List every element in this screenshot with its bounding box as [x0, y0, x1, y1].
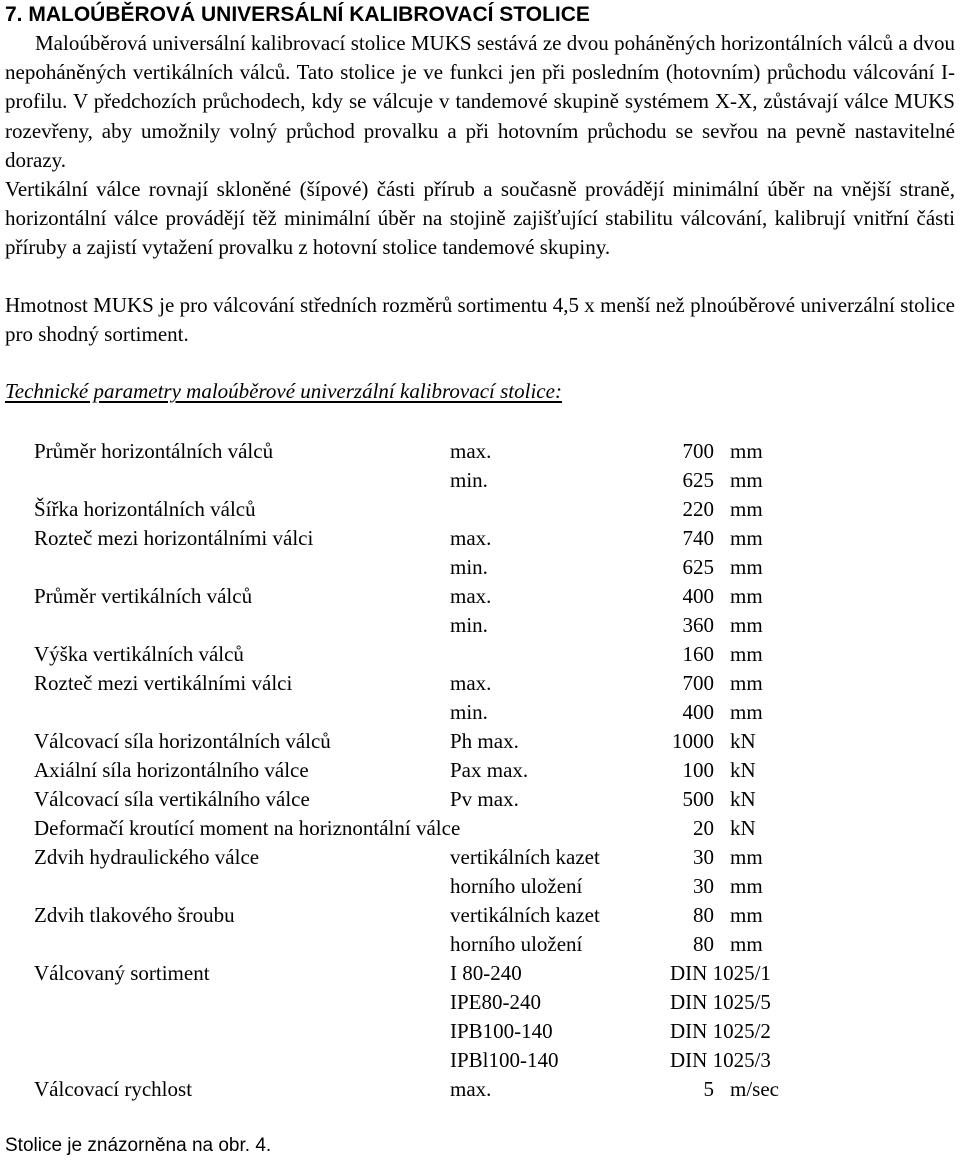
spec-row — [34, 872, 834, 901]
spec-label: Válcovací síla horizontálních válců — [34, 729, 331, 753]
spec-condition: Ph max. — [450, 729, 519, 753]
spec-condition: Pax max. — [450, 758, 529, 782]
spec-row — [34, 756, 834, 785]
spec-unit: mm — [730, 932, 763, 956]
spec-unit: mm — [730, 526, 763, 550]
spec-unit: mm — [730, 468, 763, 492]
section-heading: 7. MALOÚBĚROVÁ UNIVERSÁLNÍ KALIBROVACÍ STOLICE — [5, 3, 590, 26]
spec-condition: vertikálních kazet — [450, 845, 600, 869]
spec-label: Šířka horizontálních válců — [34, 497, 256, 521]
spec-row — [34, 901, 834, 930]
spec-condition: Pv max. — [450, 787, 519, 811]
spec-condition: min. — [450, 468, 488, 492]
spec-row — [34, 843, 834, 872]
spec-value: 500 — [682, 787, 714, 811]
spec-row — [34, 611, 834, 640]
spec-condition: IPBl100-140 — [450, 1048, 559, 1072]
spec-value: 30 — [693, 874, 714, 898]
spec-value: 20 — [693, 816, 714, 840]
spec-condition: min. — [450, 700, 488, 724]
spec-condition: min. — [450, 613, 488, 637]
spec-value: 400 — [682, 700, 714, 724]
spec-value: 360 — [682, 613, 714, 637]
spec-unit: mm — [730, 642, 763, 666]
spec-row — [34, 582, 834, 611]
spec-value: 1000 — [672, 729, 714, 753]
spec-value: 740 — [682, 526, 714, 550]
spec-unit: kN — [730, 816, 756, 840]
spec-label: Rozteč mezi horizontálními válci — [34, 526, 314, 550]
spec-row — [34, 959, 834, 988]
spec-unit: m/sec — [730, 1077, 779, 1101]
spec-standard: DIN 1025/3 — [670, 1048, 771, 1072]
spec-row — [34, 988, 834, 1017]
spec-unit: mm — [730, 555, 763, 579]
spec-condition: IPE80-240 — [450, 990, 541, 1014]
spec-row — [34, 524, 834, 553]
spec-label: Válcovaný sortiment — [34, 961, 210, 985]
spec-unit: mm — [730, 584, 763, 608]
spec-row — [34, 437, 834, 466]
spec-condition: max. — [450, 584, 492, 608]
paragraph-block-2 — [5, 175, 955, 263]
spec-row — [34, 1046, 834, 1075]
spec-unit: mm — [730, 497, 763, 521]
spec-value: 625 — [682, 555, 714, 579]
spec-standard: DIN 1025/1 — [670, 961, 771, 985]
spec-standard: DIN 1025/5 — [670, 990, 771, 1014]
spec-unit: mm — [730, 845, 763, 869]
spec-row — [34, 553, 834, 582]
spec-condition: min. — [450, 555, 488, 579]
spec-condition: horního uložení — [450, 874, 583, 898]
paragraph-2: Vertikální válce rovnají skloněné (šípové) části přírub a současně provádějí minimální úběr na vnější straně, horizontální válce provádějí těž minimální úběr na stojině zajišťující stabilitu válcování, kalibrují vnitřní části příruby a zajistí vytažení provalku z hotovní stolice tandemové skupiny. — [5, 177, 955, 260]
spec-condition: I 80-240 — [450, 961, 522, 985]
spec-row — [34, 1017, 834, 1046]
specs-table — [34, 437, 834, 1104]
spec-row — [34, 495, 834, 524]
spec-value: 400 — [682, 584, 714, 608]
spec-unit: kN — [730, 787, 756, 811]
spec-condition: max. — [450, 671, 492, 695]
spec-label: Průměr vertikálních válců — [34, 584, 253, 608]
spec-label: Axiální síla horizontálního válce — [34, 758, 309, 782]
spec-label: Rozteč mezi vertikálními válci — [34, 671, 293, 695]
spec-value: 700 — [682, 439, 714, 463]
spec-condition: max. — [450, 526, 492, 550]
spec-value: 100 — [682, 758, 714, 782]
spec-condition: horního uložení — [450, 932, 583, 956]
spec-label: Válcovací síla vertikálního válce — [34, 787, 310, 811]
specs-title: Technické parametry maloúběrové univerzální kalibrovací stolice: — [5, 379, 562, 403]
spec-value: 80 — [693, 932, 714, 956]
spec-row — [34, 785, 834, 814]
spec-value: 5 — [703, 1077, 714, 1101]
spec-value: 220 — [682, 497, 714, 521]
spec-row — [34, 1075, 834, 1104]
spec-row — [34, 814, 834, 843]
spec-condition: vertikálních kazet — [450, 903, 600, 927]
spec-row — [34, 727, 834, 756]
spec-label: Válcovací rychlost — [34, 1077, 193, 1101]
spec-unit: kN — [730, 729, 756, 753]
spec-row — [34, 698, 834, 727]
spec-value: 625 — [682, 468, 714, 492]
spec-unit: mm — [730, 671, 763, 695]
spec-value: 30 — [693, 845, 714, 869]
spec-unit: mm — [730, 874, 763, 898]
spec-condition: max. — [450, 1077, 492, 1101]
spec-unit: kN — [730, 758, 756, 782]
spec-label: Výška vertikálních válců — [34, 642, 244, 666]
spec-value: 80 — [693, 903, 714, 927]
spec-label: Deformačí kroutící moment na horiznontální válce — [34, 816, 461, 840]
spec-unit: mm — [730, 700, 763, 724]
spec-row — [34, 930, 834, 959]
spec-row — [34, 669, 834, 698]
spec-unit: mm — [730, 439, 763, 463]
intro-paragraph — [5, 29, 955, 175]
spec-label: Zdvih hydraulického válce — [34, 845, 260, 869]
footer-note: Stolice je znázorněna na obr. 4. — [5, 1135, 272, 1156]
spec-value: 160 — [682, 642, 714, 666]
spec-standard: DIN 1025/2 — [670, 1019, 771, 1043]
spec-condition: IPB100-140 — [450, 1019, 553, 1043]
paragraph-1: Maloúběrová universální kalibrovací stolice MUKS sestává ze dvou poháněných horizontálních válců a dvou nepoháněných vertikálních válců. Tato stolice je ve funkci jen při posledním (hotovním) průchodu válcování I-profilu. V předchozích průchodech, kdy se válcuje v tandemové skupině systémem X-X, zůstávají válce MUKS rozevřeny, aby umožnily volný průchod provalku a při hotovním průchodu se sevřou na pevně nastavitelné dorazy. — [5, 31, 955, 172]
spec-unit: mm — [730, 613, 763, 637]
spec-condition: max. — [450, 439, 492, 463]
spec-label: Průměr horizontálních válců — [34, 439, 274, 463]
paragraph-3: Hmotnost MUKS je pro válcování středních rozměrů sortimentu 4,5 x menší než plnoúběrové univerzální stolice pro shodný sortiment. — [5, 293, 955, 347]
spec-value: 700 — [682, 671, 714, 695]
spec-row — [34, 640, 834, 669]
spec-unit: mm — [730, 903, 763, 927]
spec-row — [34, 466, 834, 495]
spec-label: Zdvih tlakového šroubu — [34, 903, 235, 927]
paragraph-block-3 — [5, 291, 955, 349]
